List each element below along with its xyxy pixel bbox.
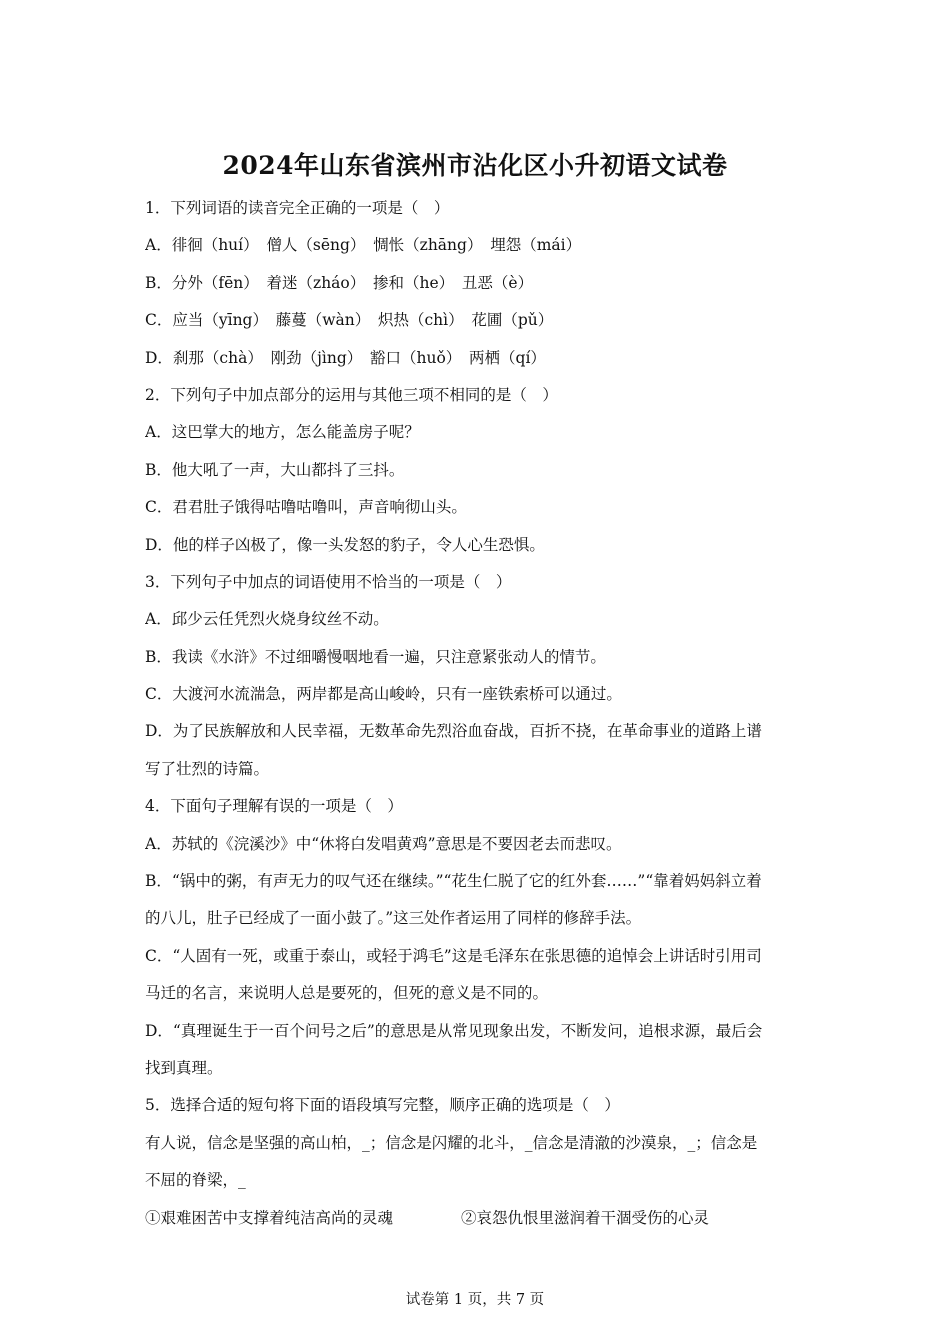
phrase-option-1: ①艰难困苦中支撑着纯洁高尚的灵魂 <box>145 1208 394 1227</box>
question-4-option-a: A．苏轼的《浣溪沙》中“休将白发唱黄鸡”意思是不要因老去而悲叹。 <box>145 834 622 853</box>
phrase-option-2: ②哀怨仇恨里滋润着干涸受伤的心灵 <box>461 1208 710 1227</box>
question-2-option-a: A．这巴掌大的地方，怎么能盖房子呢？ <box>145 423 420 442</box>
question-1-option-d: D．刹那（chà） 刚劲（jìng） 豁口（huǒ） 两栖（qí） <box>145 348 546 367</box>
question-3-stem: 3．下列句子中加点的词语使用不恰当的一项是（ ） <box>145 572 512 591</box>
question-4-stem: 4．下面句子理解有误的一项是（ ） <box>145 797 403 816</box>
page-title: 2024年山东省滨州市沾化区小升初语文试卷 <box>222 151 728 180</box>
question-1-option-c: C．应当（yīng） 藤蔓（wàn） 炽热（chì） 花圃（pǔ） <box>145 311 554 330</box>
question-content <box>145 190 809 1237</box>
question-5-passage-cont: 不屈的脊梁，_ <box>145 1171 246 1190</box>
question-5-stem: 5．选择合适的短句将下面的语段填写完整，顺序正确的选项是（ ） <box>145 1096 620 1115</box>
question-4-option-d: D．“真理诞生于一百个问号之后”的意思是从常见现象出发，不断发问，追根求源，最后会 <box>145 1021 763 1040</box>
question-3-option-c: C．大渡河水流湍急，两岸都是高山峻岭，只有一座铁索桥可以通过。 <box>145 685 622 704</box>
question-5-phrase-options <box>145 1200 809 1237</box>
question-2-option-d: D．他的样子凶极了，像一头发怒的豹子，令人心生恐惧。 <box>145 535 545 554</box>
question-3-option-b: B．我读《水浒》不过细嚼慢咽地看一遍，只注意紧张动人的情节。 <box>145 647 606 666</box>
question-2-stem: 2．下列句子中加点部分的运用与其他三项不相同的是（ ） <box>145 385 558 404</box>
question-4-option-d-cont: 找到真理。 <box>145 1058 223 1077</box>
question-1-option-a: A．徘徊（huí） 僧人（sēng） 惆怅（zhāng） 埋怨（mái） <box>145 236 582 255</box>
page-footer: 试卷第 1 页，共 7 页 <box>405 1292 545 1308</box>
question-4-option-c-cont: 马迁的名言，来说明人总是要死的，但死的意义是不同的。 <box>145 984 549 1003</box>
question-3-option-d: D．为了民族解放和人民幸福，无数革命先烈浴血奋战，百折不挠，在革命事业的道路上谱 <box>145 722 762 741</box>
question-1-stem: 1．下列词语的读音完全正确的一项是（ ） <box>145 199 450 217</box>
question-4-option-c: C．“人固有一死，或重于泰山，或轻于鸿毛”这是毛泽东在张思德的追悼会上讲话时引用司 <box>145 946 762 965</box>
question-4-option-b: B．“锅中的粥，有声无力的叹气还在继续。”“花生仁脱了它的红外套……”“靠着妈妈斜立着 <box>145 872 762 891</box>
question-5-passage: 有人说，信念是坚强的高山柏，_；信念是闪耀的北斗，_信念是清澈的沙漠泉，_；信念是 <box>145 1133 758 1152</box>
question-2-option-b: B．他大吼了一声，大山都抖了三抖。 <box>145 460 405 479</box>
question-3-option-d-cont: 写了壮烈的诗篇。 <box>145 759 270 778</box>
question-1-option-b: B．分外（fēn） 着迷（zháo） 掺和（he） 丑恶（è） <box>145 273 534 292</box>
question-2-option-c: C．君君肚子饿得咕噜咕噜叫，声音响彻山头。 <box>145 498 467 517</box>
question-4-option-b-cont: 的八儿，肚子已经成了一面小鼓了。”这三处作者运用了同样的修辞手法。 <box>145 909 642 928</box>
question-3-option-a: A．邱少云任凭烈火烧身纹丝不动。 <box>145 610 389 629</box>
